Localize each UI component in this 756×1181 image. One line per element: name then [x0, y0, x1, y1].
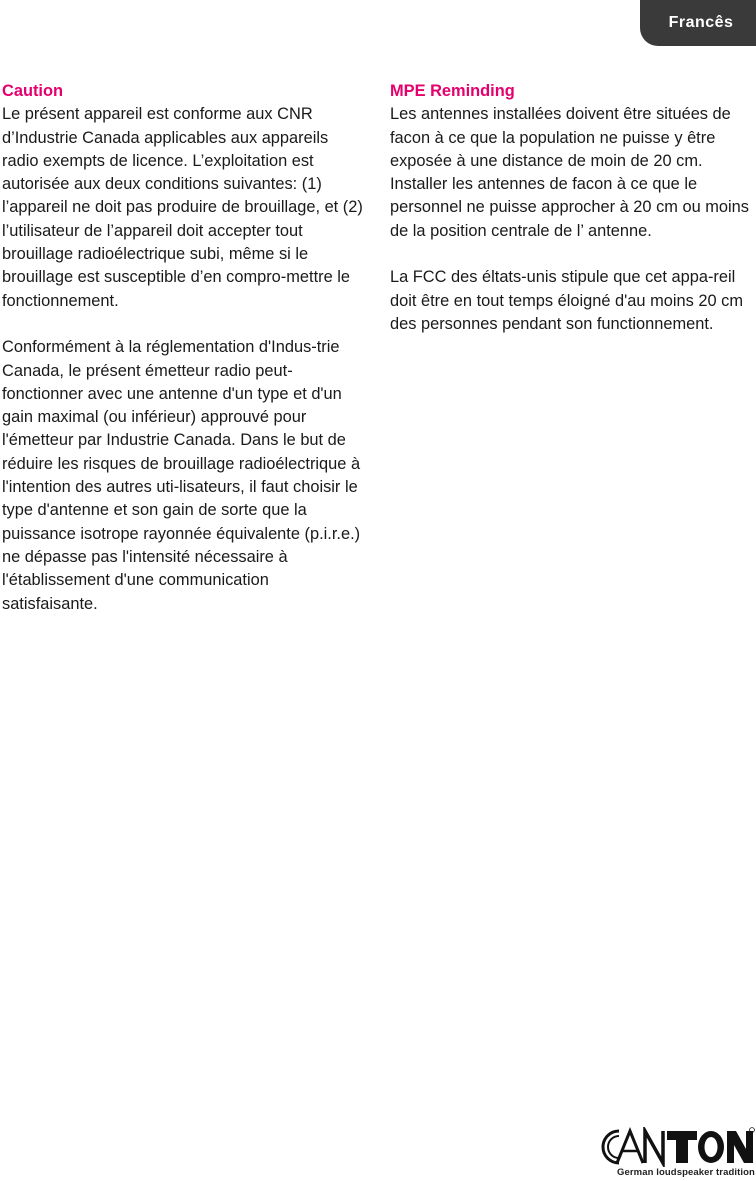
caution-paragraph-1: Le présent appareil est conforme aux CNR d’Industrie Canada applicables aux appareils radio exempts de licence. L’exploitation est autorisée aux deux conditions suivantes: (1) l’appareil ne doit pas produire de brouillage, et (2) l’utilisateur de l’appareil doit accepter tout brouillage radioélectrique subi, même si le brouillage est susceptible d’en compro-mettre le fonctionnement.	[2, 105, 363, 310]
mpe-paragraph-1: Les antennes installées doivent être situées de facon à ce que la population ne puisse y être exposée à une distance de moin de 20 cm. Installer les antennes de facon à ce que le personnel ne puisse approcher à 20 cm ou moins de la position centrale de l’ antenne.	[390, 105, 749, 240]
canton-wordmark	[597, 1127, 756, 1167]
canton-logo	[597, 1127, 756, 1181]
left-column	[2, 80, 368, 616]
right-column	[390, 80, 756, 336]
caution-heading: Caution	[2, 82, 64, 100]
language-tab-label: Francês	[668, 14, 734, 31]
language-tab	[640, 0, 756, 46]
mpe-heading: MPE Reminding	[390, 82, 515, 100]
caution-paragraph-2: Conformément à la réglementation d'Indus-trie Canada, le présent émetteur radio peut-fonctionner avec une antenne d'un type et d'un gain maximal (ou inférieur) approuvé pour l'émetteur par Industrie Canada. Dans le but de réduire les risques de brouillage radioélectrique à l'intention des autres uti-lisateurs, il faut choisir le type d'antenne et son gain de sorte que la puissance isotrope rayonnée équivalente (p.i.r.e.) ne dépasse pas l'intensité nécessaire à l'établissement d'une communication satisfaisante.	[2, 338, 361, 613]
logo-tagline: German loudspeaker tradition	[617, 1167, 755, 1178]
mpe-paragraph-2: La FCC des éltats-unis stipule que cet appa-reil doit être en tout temps éloigné d'au moins 20 cm des personnes pendant son functionnement.	[390, 268, 743, 333]
